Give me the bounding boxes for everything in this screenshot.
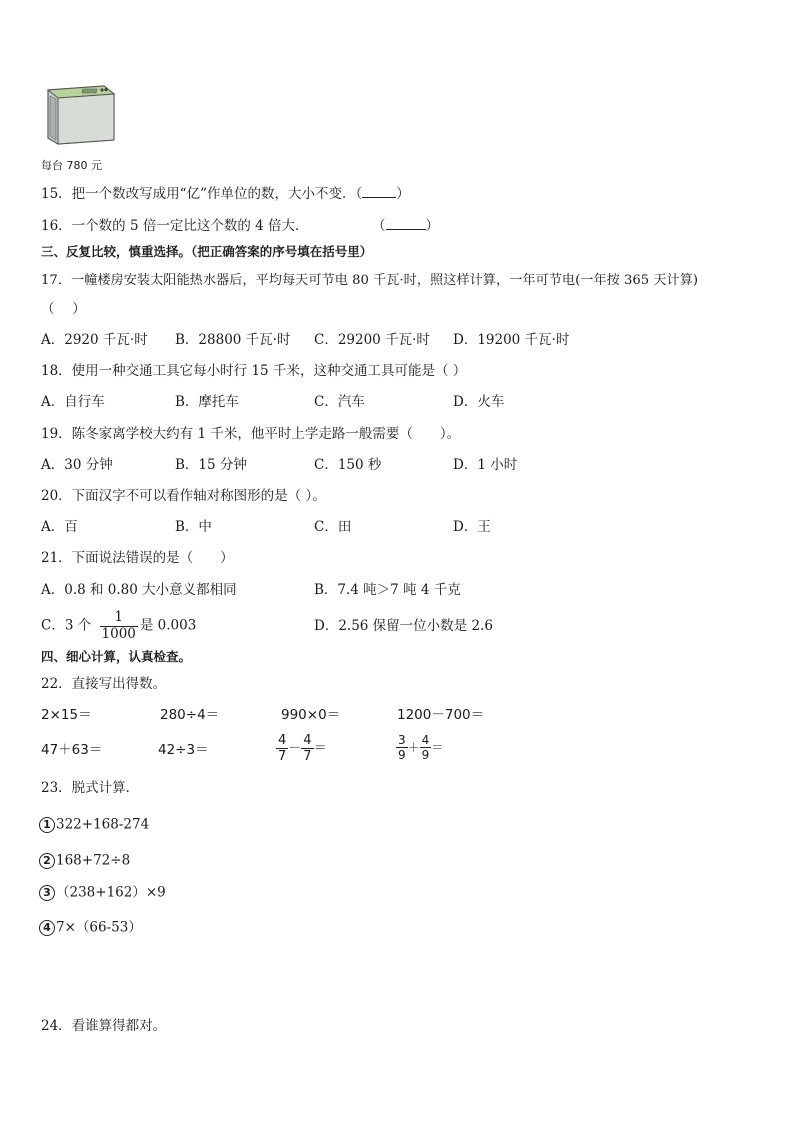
calc-22-2: 280÷4＝ <box>160 707 220 723</box>
question-23: 23．脱式计算． <box>41 780 140 796</box>
question-15-text: 15．把一个数改写成用“亿”作单位的数，大小不变．（ <box>41 186 363 202</box>
calc-22-8: $\frac{3}{9}$ ＋ $\frac{4}{9}$ ＝ <box>398 733 444 762</box>
calc-22-4: 1200－700＝ <box>397 707 485 723</box>
calc-22-3: 990×0＝ <box>281 707 341 723</box>
option-19-d[interactable]: D．1 小时 <box>453 457 518 473</box>
price-label: 每台 780 元 <box>41 159 102 172</box>
calc-22-7: $\frac{4}{7}$ － $\frac{4}{7}$ ＝ <box>278 733 327 764</box>
option-21-b[interactable]: B．7.4 吨＞7 吨 4 千克 <box>314 582 461 598</box>
option-20-b[interactable]: B．中 <box>175 519 212 535</box>
calc-23-2: 2 168+72÷8 <box>39 853 130 869</box>
option-19-b[interactable]: B．15 分钟 <box>175 457 247 473</box>
question-22: 22．直接写出得数。 <box>41 676 167 692</box>
answer-blank-15[interactable] <box>362 197 396 198</box>
option-19-a[interactable]: A．30 分钟 <box>41 457 113 473</box>
circled-number: 2 <box>39 853 55 869</box>
calc-22-1: 2×15＝ <box>41 707 92 723</box>
option-21-a[interactable]: A．0.8 和 0.80 大小意义都相同 <box>41 582 237 598</box>
question-24: 24．看谁算得都对。 <box>41 1018 167 1034</box>
question-15: 15．把一个数改写成用“亿”作单位的数，大小不变．（ ） <box>41 186 410 202</box>
calc-23-4: 4 7×（66-53） <box>39 920 142 936</box>
option-20-c[interactable]: C．田 <box>314 519 352 535</box>
option-18-a[interactable]: A．自行车 <box>41 394 105 410</box>
answer-blank-16[interactable] <box>386 229 426 230</box>
washing-machine-image <box>44 82 118 148</box>
option-21-c[interactable]: C．3 个 $\frac{1}{1000}$ 是 0.003 <box>41 609 197 642</box>
option-17-a[interactable]: A．2920 千瓦·时 <box>41 332 148 348</box>
option-18-b[interactable]: B．摩托车 <box>175 394 239 410</box>
question-21: 21．下面说法错误的是（ ） <box>41 550 234 566</box>
section-3-title: 三、反复比较，慎重选择。（把正确答案的序号填在括号里） <box>41 244 373 259</box>
option-20-d[interactable]: D．王 <box>453 519 491 535</box>
calc-23-3: 3 （238+162）×9 <box>39 885 166 901</box>
fraction-one-thousandth: $\frac{1}{1000}$ <box>101 609 136 642</box>
calc-22-6: 42÷3＝ <box>158 742 209 758</box>
section-4-title: 四、细心计算，认真检查。 <box>41 649 192 664</box>
option-18-d[interactable]: D．火车 <box>453 394 505 410</box>
question-16 <box>41 220 309 234</box>
option-17-b[interactable]: B．28800 千瓦·时 <box>175 332 291 348</box>
option-20-a[interactable]: A．百 <box>41 519 78 535</box>
answer-16: （ ） <box>372 218 439 234</box>
question-20: 20．下面汉字不可以看作轴对称图形的是（ ）。 <box>41 488 326 504</box>
circled-number: 1 <box>39 817 55 833</box>
option-17-c[interactable]: C．29200 千瓦·时 <box>314 332 430 348</box>
question-17-line1: 17．一幢楼房安装太阳能热水器后，平均每天可节电 80 千瓦·时，照这样计算，一年可节电(一年按 365 天计算) <box>41 273 699 288</box>
option-18-c[interactable]: C．汽车 <box>314 394 365 410</box>
calc-22-5: 47＋63＝ <box>41 742 103 758</box>
question-19: 19．陈冬家离学校大约有 1 千米，他平时上学走路一般需要（ ）。 <box>41 426 461 442</box>
option-19-c[interactable]: C．150 秒 <box>314 457 382 473</box>
option-17-d[interactable]: D．19200 千瓦·时 <box>453 332 570 348</box>
option-21-d[interactable]: D．2.56 保留一位小数是 2.6 <box>314 618 493 634</box>
question-16-text: 16．一个数的 5 倍一定比这个数的 4 倍大． <box>41 218 309 234</box>
circled-number: 3 <box>39 885 55 901</box>
circled-number: 4 <box>39 920 55 936</box>
calc-23-1: 1 322+168-274 <box>39 817 149 833</box>
question-17-blank[interactable]: （ ） <box>41 301 86 317</box>
question-18: 18．使用一种交通工具它每小时行 15 千米，这种交通工具可能是（ ） <box>41 363 467 379</box>
